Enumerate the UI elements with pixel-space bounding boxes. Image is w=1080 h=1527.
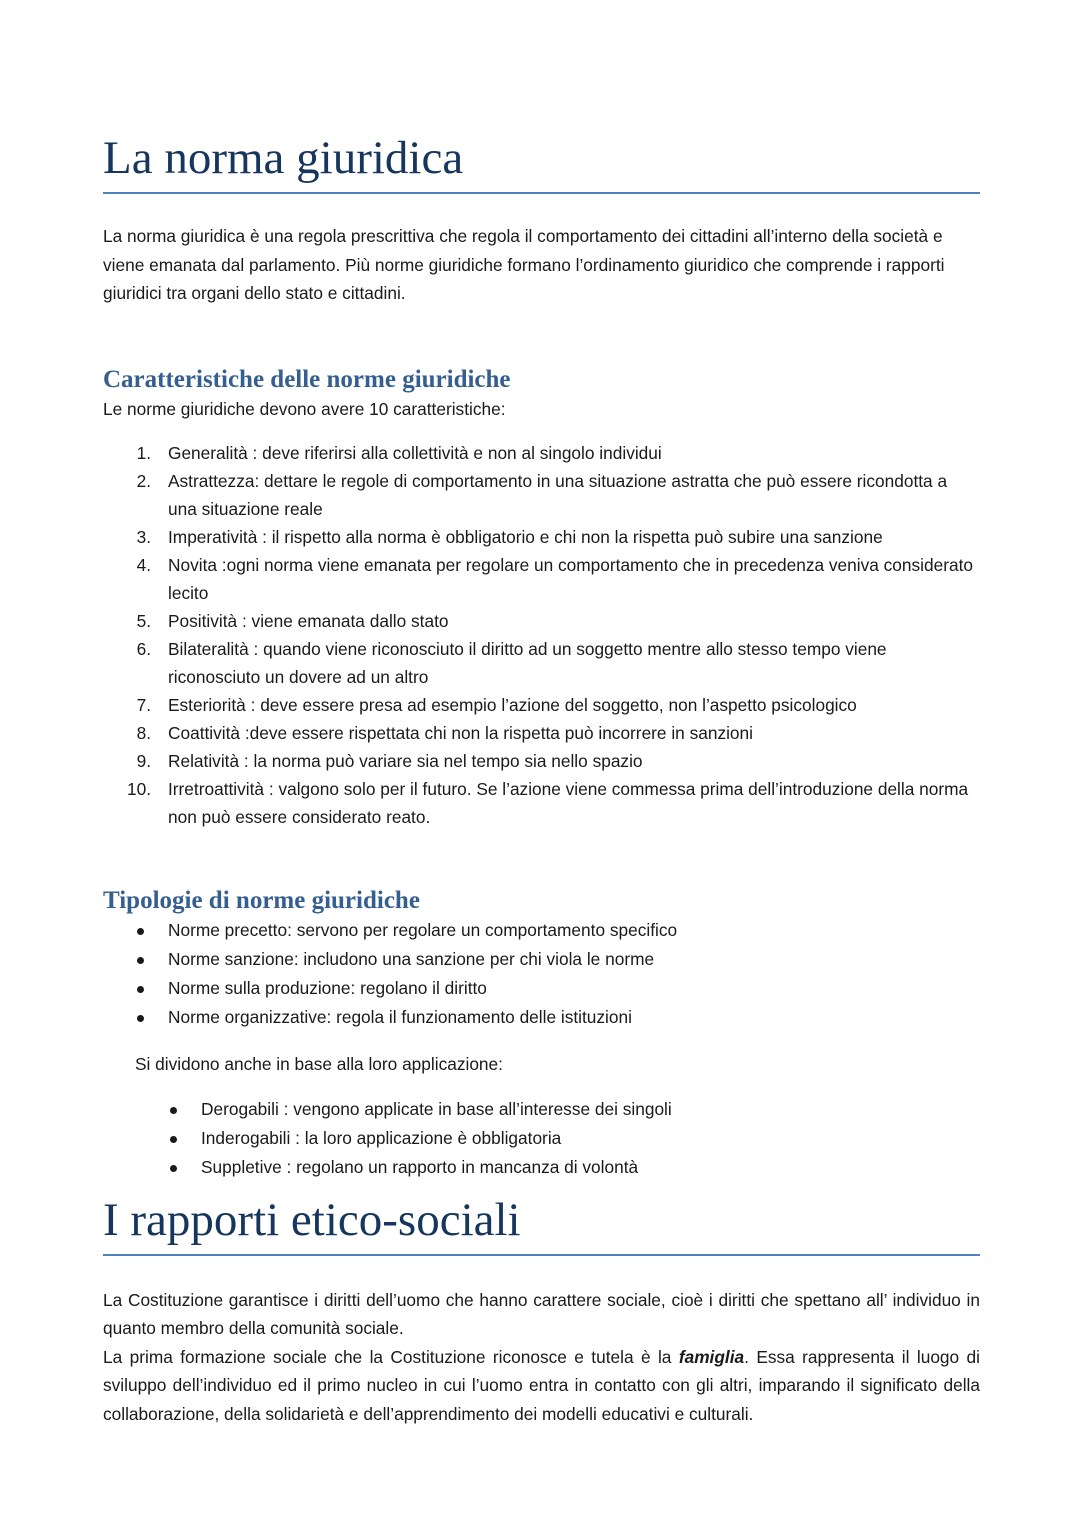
list-item [103, 974, 980, 1003]
bullet-icon [137, 957, 144, 964]
list-item [103, 747, 980, 775]
list-item [103, 775, 980, 831]
list-item [103, 635, 980, 691]
characteristics-heading: Caratteristiche delle norme giuridiche [103, 365, 511, 393]
characteristics-list [103, 439, 980, 831]
list-item-text: Positività : viene emanata dallo stato [168, 611, 449, 631]
list-item [103, 551, 980, 607]
list-item [103, 523, 980, 551]
list-item [103, 607, 980, 635]
intro-paragraph: La norma giuridica è una regola prescrittiva che regola il comportamento dei cittadini all’interno della società e viene emanata dal parlamento. Più norme giuridiche formano l’ordinamento giuridico che comprende i rapporti giuridici tra organi dello stato e cittadini. [103, 226, 945, 303]
list-item-text: Irretroattività : valgono solo per il futuro. Se l’azione viene commessa prima dell’introduzione della norma non può essere considerato reato. [168, 779, 969, 827]
application-list [103, 1095, 980, 1182]
list-number: 9. [136, 751, 151, 771]
constitution-paragraph-2 [103, 1343, 980, 1429]
list-number: 10. [126, 779, 151, 799]
section-title: I rapporti etico-sociali [103, 1192, 980, 1256]
document-page [103, 0, 980, 1428]
list-item [103, 439, 980, 467]
list-item-text: Astrattezza: dettare le regole di comportamento in una situazione astratta che può essere ricondotta a una situazione reale [168, 471, 948, 519]
bullet-icon [170, 1165, 177, 1172]
list-item [103, 719, 980, 747]
list-item-text: Derogabili : vengono applicate in base all’interesse dei singoli [201, 1098, 672, 1119]
list-item [103, 945, 980, 974]
list-number: 2. [136, 471, 151, 491]
paragraph-text: . Essa rappresenta il luogo di sviluppo dell’individuo ed il primo nucleo in cui l’uomo entra in contatto con gli altri, imparando il significato della collaborazione, della solidarietà e dell’apprendimento dei modelli educativi e culturali. [103, 1346, 980, 1424]
types-heading: Tipologie di norme giuridiche [103, 887, 420, 914]
list-item [103, 467, 980, 523]
list-number: 3. [136, 527, 151, 547]
list-item-text: Relatività : la norma può variare sia nel tempo sia nello spazio [168, 751, 643, 771]
list-item [103, 1153, 980, 1182]
bullet-icon [137, 928, 144, 935]
list-number: 7. [136, 695, 151, 715]
list-item-text: Norme sulla produzione: regolano il diritto [168, 978, 487, 998]
list-item-text: Norme sanzione: includono una sanzione per chi viola le norme [168, 949, 655, 969]
list-number: 1. [136, 443, 151, 463]
list-item-text: Norme precetto: servono per regolare un comportamento specifico [168, 920, 678, 940]
list-item [103, 691, 980, 719]
list-item-text: Bilateralità : quando viene riconosciuto il diritto ad un soggetto mentre allo stesso tempo viene riconosciuto un dovere ad un altro [168, 639, 887, 687]
list-item-text: Imperatività : il rispetto alla norma è obbligatorio e chi non la rispetta può subire una sanzione [168, 527, 883, 547]
list-number: 5. [136, 611, 151, 631]
list-item [103, 916, 980, 945]
types-list [103, 916, 980, 1032]
bullet-icon [170, 1136, 177, 1143]
list-number: 8. [136, 723, 151, 743]
page-title: La norma giuridica [103, 130, 980, 194]
list-item-text: Suppletive : regolano un rapporto in mancanza di volontà [201, 1156, 639, 1177]
list-item-text: Norme organizzative: regola il funzionamento delle istituzioni [168, 1007, 632, 1027]
bullet-icon [170, 1107, 177, 1114]
application-lead: Si dividono anche in base alla loro applicazione: [135, 1054, 503, 1074]
characteristics-lead: Le norme giuridiche devono avere 10 caratteristiche: [103, 398, 506, 419]
list-item-text: Inderogabili : la loro applicazione è obbligatoria [201, 1127, 562, 1148]
constitution-paragraph-1: La Costituzione garantisce i diritti dell’uomo che hanno carattere sociale, cioè i diritti che spettano all’ individuo in quanto membro della comunità sociale. [103, 1289, 980, 1338]
list-item [103, 1124, 980, 1153]
list-item-text: Novita :ogni norma viene emanata per regolare un comportamento che in precedenza veniva considerato lecito [168, 555, 974, 603]
bullet-icon [137, 1015, 144, 1022]
bullet-icon [137, 986, 144, 993]
list-item-text: Esteriorità : deve essere presa ad esempio l’azione del soggetto, non l’aspetto psicologico [168, 695, 857, 715]
list-number: 4. [136, 555, 151, 575]
paragraph-text: La prima formazione sociale che la Costituzione riconosce e tutela è la [103, 1346, 679, 1367]
list-item-text: Generalità : deve riferirsi alla collettività e non al singolo individui [168, 443, 662, 463]
emphasis-famiglia: famiglia [678, 1346, 745, 1367]
list-item [103, 1095, 980, 1124]
list-item [103, 1003, 980, 1032]
list-item-text: Coattività :deve essere rispettata chi non la rispetta può incorrere in sanzioni [168, 723, 753, 743]
list-number: 6. [136, 639, 151, 659]
